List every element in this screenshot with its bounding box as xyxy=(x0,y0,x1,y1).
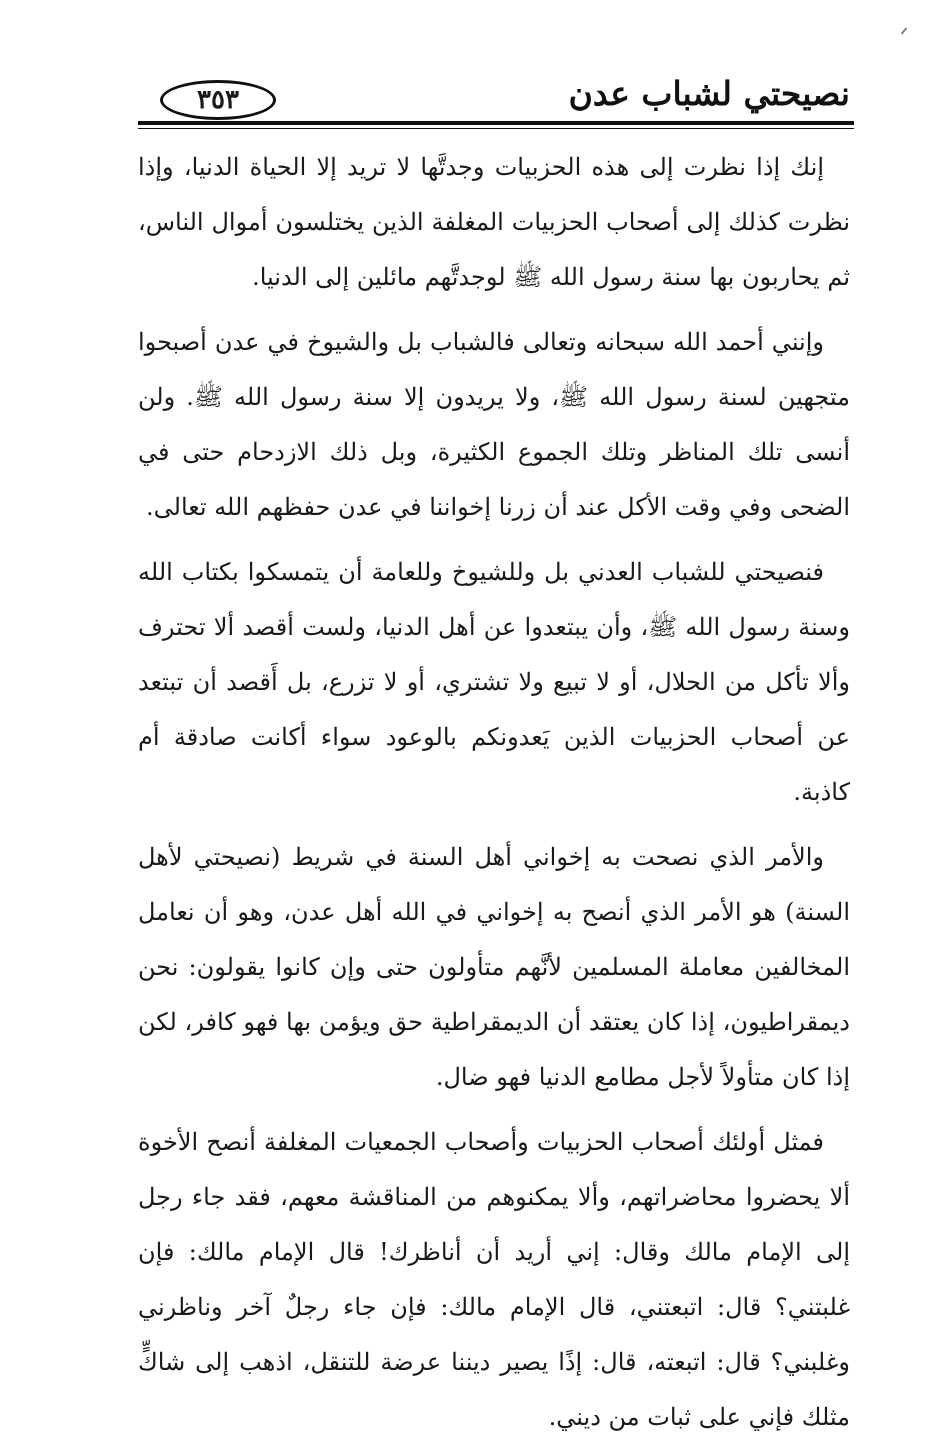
scan-mark xyxy=(901,27,908,34)
paragraph: وإنني أحمد الله سبحانه وتعالى فالشباب بل والشيوخ في عدن أصبحوا متجهين لسنة رسول الله ﷺ، ولا يريدون إلا سنة رسول الله ﷺ. ولن أنسى تلك المناظر وتلك الجموع الكثيرة، وبل ذلك الازدحام حتى في الضحى وفي وقت الأكل عند أن زرنا إخواننا في عدن حفظهم الله تعالى. xyxy=(138,328,850,521)
header-rule xyxy=(138,121,854,125)
paragraph: فنصيحتي للشباب العدني بل وللشيوخ وللعامة أن يتمسكوا بكتاب الله وسنة رسول الله ﷺ، وأن يبتعدوا عن أهل الدنيا، ولست أقصد ألا تحترف وألا تأكل من الحلال، أو لا تبيع ولا تشتري، أو لا تزرع، بل أَقصد أن تبتعد عن أصحاب الحزبيات الذين يَعدونكم بالوعود سواء أكانت صادقة أم كاذبة. xyxy=(138,558,850,806)
paragraph: فمثل أولئك أصحاب الحزبيات وأصحاب الجمعيات المغلفة أنصح الأخوة ألا يحضروا محاضراتهم، وألا يمكنوهم من المناقشة معهم، فقد جاء رجل إلى الإمام مالك وقال: إني أريد أن أناظرك! قال الإمام مالك: فإن غلبتني؟ قال: اتبعتني، قال الإمام مالك: فإن جاء رجلٌ آخر وناظرني وغلبني؟ قال: اتبعته، قال: إذًا يصير ديننا عرضة للتنقل، اذهب إلى شاكٍّ مثلك فإني على ثبات من ديني. xyxy=(138,1128,850,1431)
book-title: نصيحتي لشباب عدن xyxy=(568,74,850,113)
running-header xyxy=(138,70,854,126)
header-rule-thin xyxy=(138,128,854,129)
page-number: ٣٥٣ xyxy=(160,80,276,120)
body-text xyxy=(138,140,850,1455)
paragraph: والأمر الذي نصحت به إخواني أهل السنة في شريط (نصيحتي لأهل السنة) هو الأمر الذي أنصح به إخواني في الله أهل عدن، وهو أن نعامل المخالفين معاملة المسلمين لأنَّهم متأولون حتى وإن كانوا يقولون: نحن ديمقراطيون، إذا كان يعتقد أن الديمقراطية حق ويؤمن بها فهو كافر، لكن إذا كان متأولاً لأجل مطامع الدنيا فهو ضال. xyxy=(138,843,850,1091)
paragraph: إنك إذا نظرت إلى هذه الحزبيات وجدتَّها لا تريد إلا الحياة الدنيا، وإذا نظرت كذلك إلى أصحاب الحزبيات المغلفة الذين يختلسون أموال الناس، ثم يحاربون بها سنة رسول الله ﷺ لوجدتَّهم مائلين إلى الدنيا. xyxy=(138,153,850,291)
